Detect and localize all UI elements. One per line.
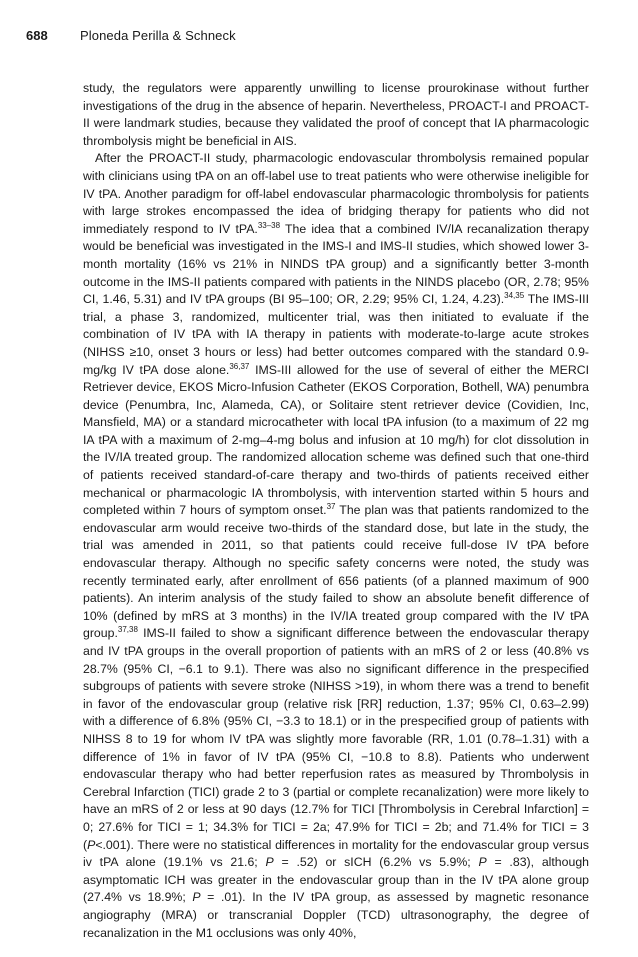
page-header — [26, 26, 612, 46]
text-run: The idea that a combined IV/IA recanalization therapy would be beneficial was investigated in the IMS-I and IMS-II studies, which showed lower 3-month mortality (16% vs 21% in NINDS tPA group) and a significantly better 3-month outcome in the IMS-II patients compared with patients in the NINDS placebo (OR, 2.78; 95% CI, 1.46, 5.31) and IV tPA groups (BI 95–100; OR, 2.29; 95% CI, 1.24, 4.23). — [83, 221, 589, 307]
citation-reference: 36,37 — [229, 361, 250, 371]
text-run: study, the regulators were apparently unwilling to license prourokinase without further investigations of the drug in the absence of heparin. Nevertheless, PROACT-I and PROACT-II were landmark studies, because they validated the proof of concept that IA pharmacologic thrombolysis might be beneficial in AIS. — [83, 81, 589, 148]
text-run: After the PROACT-II study, pharmacologic endovascular thrombolysis remained popular with clinicians using tPA on an off-label use to treat patients who were otherwise ineligible for IV tPA. Another paradigm for off-label endovascular pharmacologic thrombolysis for patients with large strokes encompassed the idea of bridging therapy for patients who did not immediately respond to IV tPA. — [83, 151, 589, 236]
text-run: = .01). In the IV tPA group, as assessed by magnetic resonance angiography (MRA) or transcranial Doppler (TCD) ultrasonography, the degree of recanalization in the M1 occlusions was only 40%, — [83, 890, 589, 940]
running-head: Ploneda Perilla & Schneck — [80, 28, 236, 43]
body-text — [83, 80, 589, 942]
citation-reference: 34,35 — [504, 291, 525, 301]
paragraph — [83, 80, 589, 150]
italic-symbol: P — [478, 855, 487, 870]
text-run: IMS-III allowed for the use of several of either the MERCI Retriever device, EKOS Micro-Infusion Catheter (EKOS Corporation, Bothell, WA) penumbra device (Penumbra, Inc, Alameda, CA), or Solitaire stent retriever device (Covidien, Inc, Mansfield, MA) or a standard microcatheter with local tPA infusion (to a maximum of 22 mg IA tPA with a maximum of 2-mg–4-mg bolus and infusion at 10 mg/h) for clot dissolution in the IV/IA treated group. The randomized allocation scheme was defined such that one-third of patients received standard-of-care therapy and two-thirds of patients received either mechanical or pharmacologic IA thrombolysis, with intervention started within 5 hours and completed within 7 hours of symptom onset. — [83, 362, 589, 518]
italic-symbol: P — [192, 890, 201, 905]
text-run: The IMS-III trial, a phase 3, randomized, multicenter trial, was then initiated to evaluate if the combination of IV tPA with IA therapy in patients with moderate-to-large acute strokes (NIHSS ≥10, onset 3 hours or less) had better outcomes compared with the standard 0.9-mg/kg IV tPA dose alone. — [83, 292, 589, 377]
text-run: = .83), although asymptomatic ICH was greater in the endovascular group than in the IV tPA alone group (27.4% vs 18.9%; — [83, 855, 590, 905]
text-run: <.001). There were no statistical differences in mortality for the endovascular group versus iv tPA alone (19.1% vs 21.6; — [83, 837, 589, 870]
text-run: = .52) or sICH (6.2% vs 5.9%; — [273, 855, 479, 870]
text-run: IMS-II failed to show a significant difference between the endovascular therapy and IV tPA groups in the overall proportion of patients with an mRS of 2 or less (40.8% vs 28.7% (95% CI, −6.1 to 9.1). There was also no significant difference in the prespecified subgroups of patients with severe stroke (NIHSS >19), in whom there was a trend to benefit in favor of the endovascular group (relative risk [RR] reduction, 1.37; 95% CI, 0.63–2.99) with a difference of 6.8% (95% CI, −3.3 to 18.1) or in the prespecified group of patients with NIHSS 8 to 19 for whom IV tPA was slightly more favorable (RR, 1.01 (0.78–1.31) with a difference of 1% in favor of IV tPA (95% CI, −10.8 to 8.8). Patients who underwent endovascular therapy who had better reperfusion rates as measured by Thrombolysis in Cerebral Infarction (TICI) grade 2 to 3 (partial or complete recanalization) were more likely to have an mRS of 2 or less at 90 days (12.7% for TICI [Thrombolysis in Cerebral Infarction] = 0; 27.6% for TICI = 1; 34.3% for TICI = 2a; 47.9% for TICI = 2b; and 71.4% for TICI = 3 ( — [83, 626, 589, 852]
citation-reference: 37,38 — [117, 625, 138, 635]
citation-reference: 37 — [326, 502, 336, 512]
citation-reference: 33–38 — [257, 220, 281, 230]
italic-symbol: P — [265, 855, 274, 870]
italic-symbol: P — [87, 837, 96, 852]
paragraph — [83, 150, 589, 942]
text-run: The plan was that patients randomized to the endovascular arm would receive two-thirds of the standard dose, but late in the study, the trial was amended in 2011, so that patients could receive full-dose IV tPA before endovascular therapy. Although no specific safety concerns were noted, the study was recently terminated early, after enrollment of 656 patients (of a planned maximum of 900 patients). An interim analysis of the study failed to show an absolute benefit difference of 10% (defined by mRS at 3 months) in the IV/IA treated group compared with the IV tPA group. — [83, 503, 589, 641]
page-number: 688 — [26, 28, 48, 43]
